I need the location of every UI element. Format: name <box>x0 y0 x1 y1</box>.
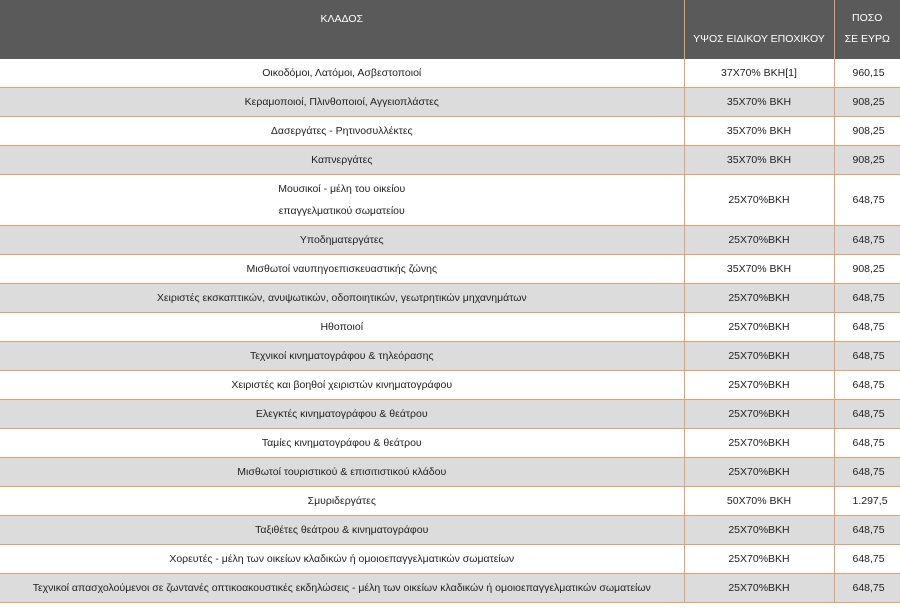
row-category: Μισθωτοί τουριστικού & επισιτιστικού κλάδου <box>0 458 684 487</box>
header-category: ΚΛΑΔΟΣ <box>0 0 684 59</box>
row-category: Καπνεργάτες <box>0 146 684 175</box>
row-rate: 25X70%ΒΚΗ <box>684 545 834 574</box>
row-category: Τεχνικοί κινηματογράφου & τηλεόρασης <box>0 342 684 371</box>
row-rate: 25X70%ΒΚΗ <box>684 175 834 226</box>
row-category: Κεραμοποιοί, Πλινθοποιοί, Αγγειοπλάστες <box>0 88 684 117</box>
row-rate: 35X70% ΒΚΗ <box>684 117 834 146</box>
table-row <box>0 400 900 429</box>
row-rate: 37X70% ΒΚΗ[1] <box>684 59 834 88</box>
row-amount: 1.297,5 <box>834 487 900 516</box>
table-row <box>0 59 900 88</box>
row-amount: 908,25 <box>834 255 900 284</box>
table-row <box>0 371 900 400</box>
row-amount: 648,75 <box>834 175 900 226</box>
row-category: Ταμίες κινηματογράφου & θεάτρου <box>0 429 684 458</box>
row-category-line: Μουσικοί - μέλη του οικείου <box>278 183 406 195</box>
table-row <box>0 284 900 313</box>
row-rate: 50X70% ΒΚΗ <box>684 487 834 516</box>
row-amount: 908,25 <box>834 146 900 175</box>
row-category: Τεχνικοί απασχολούμενοι σε ζωντανές οπτικοακουστικές εκδηλώσεις - μέλη των οικείων κλαδικών ή ομοιοεπαγγελματικών σωματείων <box>0 574 684 603</box>
header-rate: ΥΨΟΣ ΕΙΔΙΚΟΥ ΕΠΟΧΙΚΟΥ <box>684 0 834 59</box>
row-category: Οικοδόμοι, Λατόμοι, Ασβεστοποιοί <box>0 59 684 88</box>
table-row <box>0 255 900 284</box>
row-category <box>0 175 684 226</box>
table-row <box>0 88 900 117</box>
row-category: Χειριστές και βοηθοί χειριστών κινηματογράφου <box>0 371 684 400</box>
table-row <box>0 574 900 603</box>
table-row <box>0 545 900 574</box>
table-row <box>0 313 900 342</box>
row-amount: 648,75 <box>834 342 900 371</box>
row-rate: 25X70%ΒΚΗ <box>684 429 834 458</box>
table-row <box>0 516 900 545</box>
row-rate: 35X70% ΒΚΗ <box>684 146 834 175</box>
row-category: Ελεγκτές κινηματογράφου & θεάτρου <box>0 400 684 429</box>
table-row <box>0 146 900 175</box>
row-rate: 25X70%ΒΚΗ <box>684 574 834 603</box>
table-row <box>0 458 900 487</box>
table-header-row <box>0 0 900 59</box>
row-amount: 648,75 <box>834 313 900 342</box>
row-amount: 648,75 <box>834 458 900 487</box>
header-amount: ΠΟΣΟ ΣΕ ΕΥΡΩ <box>834 0 900 59</box>
row-rate: 25X70%ΒΚΗ <box>684 226 834 255</box>
table-row <box>0 226 900 255</box>
row-category: Χειριστές εκσκαπτικών, ανυψωτικών, οδοποιητικών, γεωτρητικών μηχανημάτων <box>0 284 684 313</box>
row-rate: 35X70% ΒΚΗ <box>684 255 834 284</box>
row-rate: 25X70%ΒΚΗ <box>684 371 834 400</box>
row-amount: 648,75 <box>834 429 900 458</box>
table-row <box>0 429 900 458</box>
row-rate: 25X70%ΒΚΗ <box>684 342 834 371</box>
row-amount: 960,15 <box>834 59 900 88</box>
row-amount: 648,75 <box>834 516 900 545</box>
row-category: Σμυριδεργάτες <box>0 487 684 516</box>
row-rate: 35X70% ΒΚΗ <box>684 88 834 117</box>
row-amount: 648,75 <box>834 371 900 400</box>
row-rate: 25X70%ΒΚΗ <box>684 458 834 487</box>
row-category: Υποδηματεργάτες <box>0 226 684 255</box>
row-rate: 25X70%ΒΚΗ <box>684 313 834 342</box>
row-amount: 648,75 <box>834 226 900 255</box>
row-category: Μισθωτοί ναυπηγοεπισκευαστικής ζώνης <box>0 255 684 284</box>
table-row <box>0 342 900 371</box>
table-row <box>0 117 900 146</box>
row-rate: 25X70%ΒΚΗ <box>684 400 834 429</box>
table-row <box>0 175 900 226</box>
row-category: Χορευτές - μέλη των οικείων κλαδικών ή ομοιοεπαγγελματικών σωματείων <box>0 545 684 574</box>
row-category: Ηθοποιοί <box>0 313 684 342</box>
row-category: Ταξιθέτες θεάτρου & κινηματογράφου <box>0 516 684 545</box>
row-rate: 25X70%ΒΚΗ <box>684 516 834 545</box>
row-amount: 648,75 <box>834 574 900 603</box>
row-amount: 908,25 <box>834 117 900 146</box>
row-rate: 25X70%ΒΚΗ <box>684 284 834 313</box>
row-category-line: επαγγελματικού σωματείου <box>278 205 405 217</box>
row-amount: 648,75 <box>834 284 900 313</box>
row-category: Δασεργάτες - Ρητινοσυλλέκτες <box>0 117 684 146</box>
table-row <box>0 487 900 516</box>
row-amount: 908,25 <box>834 88 900 117</box>
row-amount: 648,75 <box>834 545 900 574</box>
row-amount: 648,75 <box>834 400 900 429</box>
